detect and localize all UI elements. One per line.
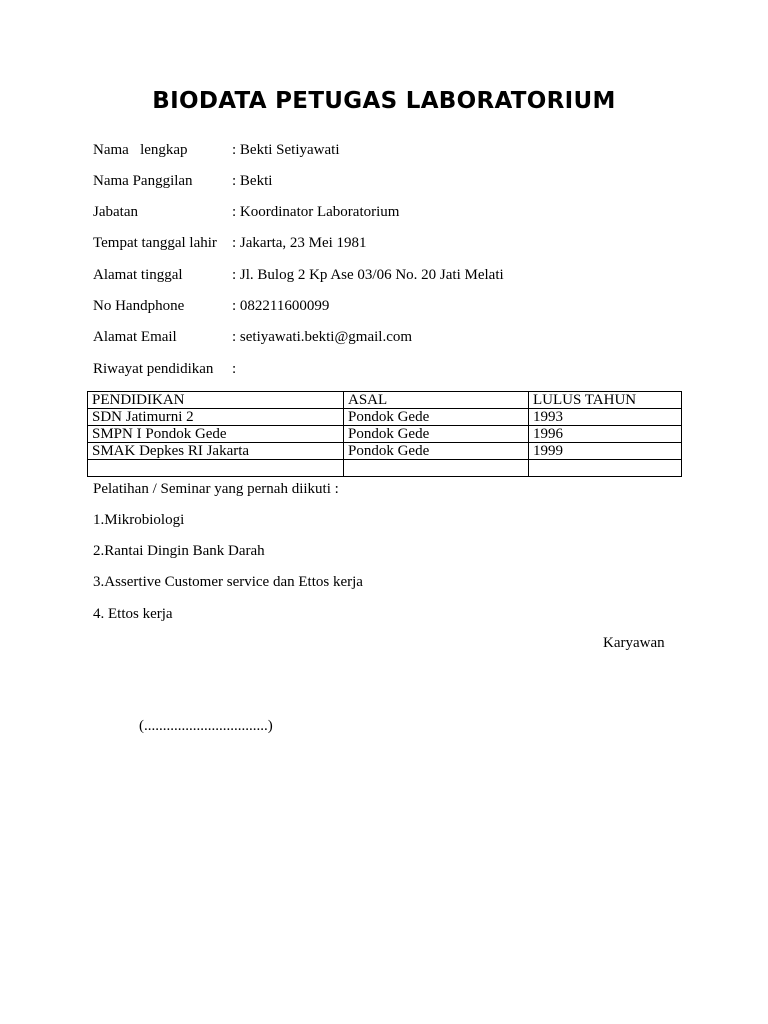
table-row	[88, 409, 682, 426]
field-value: : Jakarta, 23 Mei 1981	[232, 235, 367, 251]
header-cell: PENDIDIKAN	[88, 392, 344, 409]
field-jabatan	[93, 203, 399, 221]
document-title: BIODATA PETUGAS LABORATORIUM	[152, 88, 616, 114]
header-cell: ASAL	[344, 392, 529, 409]
table-cell	[344, 460, 529, 477]
training-item: 2.Rantai Dingin Bank Darah	[93, 543, 265, 559]
field-alamat-email	[93, 328, 412, 346]
table-cell	[88, 460, 344, 477]
field-no-handphone	[93, 297, 329, 315]
field-label: Alamat Email	[93, 329, 177, 345]
signature-role: Karyawan	[603, 635, 665, 651]
field-value: : Jl. Bulog 2 Kp Ase 03/06 No. 20 Jati Melati	[232, 267, 504, 283]
table-cell: Pondok Gede	[344, 443, 529, 460]
table-cell	[529, 460, 682, 477]
training-item: 1.Mikrobiologi	[93, 512, 185, 528]
training-item: 4. Ettos kerja	[93, 606, 173, 622]
field-label: Jabatan	[93, 204, 138, 220]
table-cell: SDN Jatimurni 2	[88, 409, 344, 426]
field-label: No Handphone	[93, 298, 185, 314]
training-item: 3.Assertive Customer service dan Ettos kerja	[93, 574, 363, 590]
header-cell: LULUS TAHUN	[529, 392, 682, 409]
education-table	[87, 391, 682, 477]
field-label: Riwayat pendidikan	[93, 361, 214, 377]
field-label: Nama Panggilan	[93, 173, 193, 189]
table-cell: SMAK Depkes RI Jakarta	[88, 443, 344, 460]
field-alamat-tinggal	[93, 266, 504, 284]
field-value: :	[232, 361, 237, 377]
field-value: : Bekti Setiyawati	[232, 142, 340, 158]
field-nama-lengkap	[93, 141, 339, 159]
table-cell: SMPN I Pondok Gede	[88, 426, 344, 443]
field-label: Nama lengkap	[93, 142, 188, 158]
table-row	[88, 426, 682, 443]
field-tempat-tanggal-lahir	[93, 234, 367, 252]
field-label: Alamat tinggal	[93, 267, 183, 283]
field-value: : 082211600099	[232, 298, 330, 314]
field-label: Tempat tanggal lahir	[93, 235, 217, 251]
field-riwayat-pendidikan	[93, 360, 236, 378]
table-cell: Pondok Gede	[344, 409, 529, 426]
table-row	[88, 460, 682, 477]
table-cell: Pondok Gede	[344, 426, 529, 443]
training-heading: Pelatihan / Seminar yang pernah diikuti :	[93, 481, 339, 497]
table-header-row	[88, 392, 682, 409]
field-nama-panggilan	[93, 172, 272, 190]
table-cell: 1996	[529, 426, 682, 443]
field-value: : Bekti	[232, 173, 273, 189]
table-row	[88, 443, 682, 460]
field-value: : setiyawati.bekti@gmail.com	[232, 329, 413, 345]
field-value: : Koordinator Laboratorium	[232, 204, 400, 220]
table-cell: 1993	[529, 409, 682, 426]
table-cell: 1999	[529, 443, 682, 460]
signature-placeholder: (.................................)	[139, 718, 273, 734]
